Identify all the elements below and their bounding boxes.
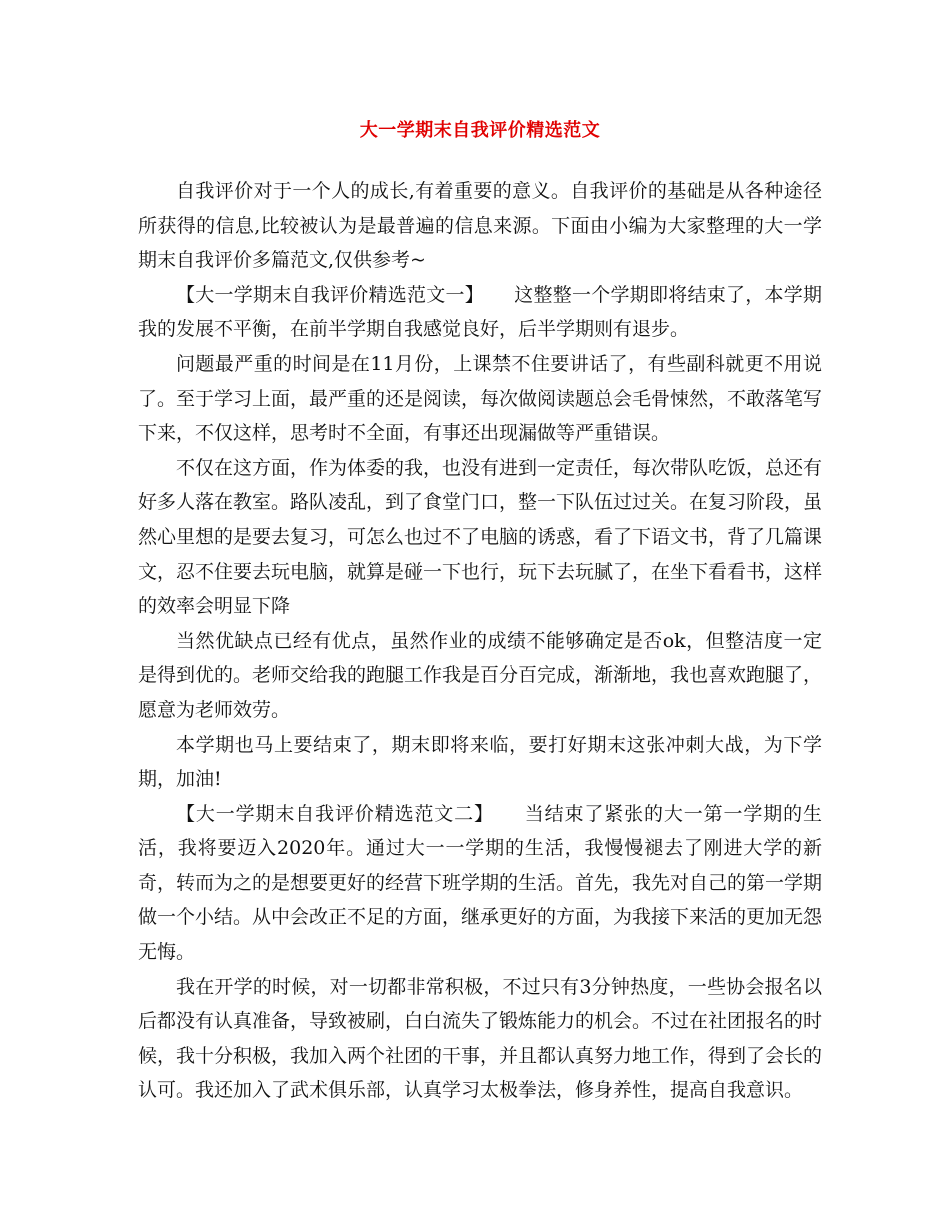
paragraph-intro [138, 174, 822, 278]
paragraph [138, 451, 822, 624]
paragraph-text: 当然优缺点已经有优点，虽然作业的成绩不能够确定是否ok，但整洁度一定是得到优的。老师交给我的跑腿工作我是百分百完成，渐渐地，我也喜欢跑腿了，愿意为老师效劳。 [138, 629, 823, 721]
paragraph-essay-one-start [138, 278, 822, 347]
paragraph-essay-two-start [138, 797, 822, 970]
paragraph-text: 我在开学的时候，对一切都非常积极，不过只有3分钟热度，一些协会报名以后都没有认真准备，导致被刷，白白流失了锻炼能力的机会。不过在社团报名的时候，我十分积极，我加入两个社团的干事，并且都认真努力地工作，得到了会长的认可。我还加入了武术俱乐部，认真学习太极拳法，修身养性，提高自我意识。 [138, 975, 823, 1102]
paragraph [138, 970, 822, 1108]
document-body [138, 174, 822, 1108]
paragraph-text: 这整整一个学期即将结束了，本学期我的发展不平衡，在前半学期自我感觉良好，后半学期则有退步。 [138, 283, 822, 341]
essay-two-heading: 【大一学期末自我评价精选范文二】 [176, 802, 494, 825]
paragraph-text: 当结束了紧张的大一第一学期的生活，我将要迈入2020年。通过大一一学期的生活，我慢慢褪去了刚进大学的新奇，转而为之的是想要更好的经营下班学期的生活。首先，我先对自己的第一学期做一个小结。从中会改正不足的方面，继承更好的方面，为我接下来活的更加无怨无悔。 [138, 802, 823, 964]
paragraph-text: 本学期也马上要结束了，期末即将来临，要打好期末这张冲刺大战，为下学期，加油! [138, 733, 822, 791]
paragraph [138, 728, 822, 797]
document-page [138, 118, 822, 1108]
paragraph-text: 自我评价对于一个人的成长,有着重要的意义。自我评价的基础是从各种途径所获得的信息,比较被认为是最普遍的信息来源。下面由小编为大家整理的大一学期末自我评价多篇范文,仅供参考~ [138, 180, 822, 272]
paragraph [138, 624, 822, 728]
paragraph-text: 问题最严重的时间是在11月份，上课禁不住要讲话了，有些副科就更不用说了。至于学习上面，最严重的还是阅读，每次做阅读题总会毛骨悚然，不敢落笔写下来，不仅这样，思考时不全面，有事还出现漏做等严重错误。 [138, 352, 823, 445]
document-title: 大一学期末自我评价精选范文 [359, 120, 601, 141]
essay-one-heading: 【大一学期末自我评价精选范文一】 [176, 283, 484, 306]
paragraph-text: 不仅在这方面，作为体委的我，也没有进到一定责任，每次带队吃饭，总还有好多人落在教室。路队凌乱，到了食堂门口，整一下队伍过过关。在复习阶段，虽然心里想的是要去复习，可怎么也过不了电脑的诱惑，看了下语文书，背了几篇课文，忍不住要去玩电脑，就算是碰一下也行，玩下去玩腻了，在坐下看看书，这样的效率会明显下降 [138, 456, 823, 618]
paragraph [138, 347, 822, 451]
